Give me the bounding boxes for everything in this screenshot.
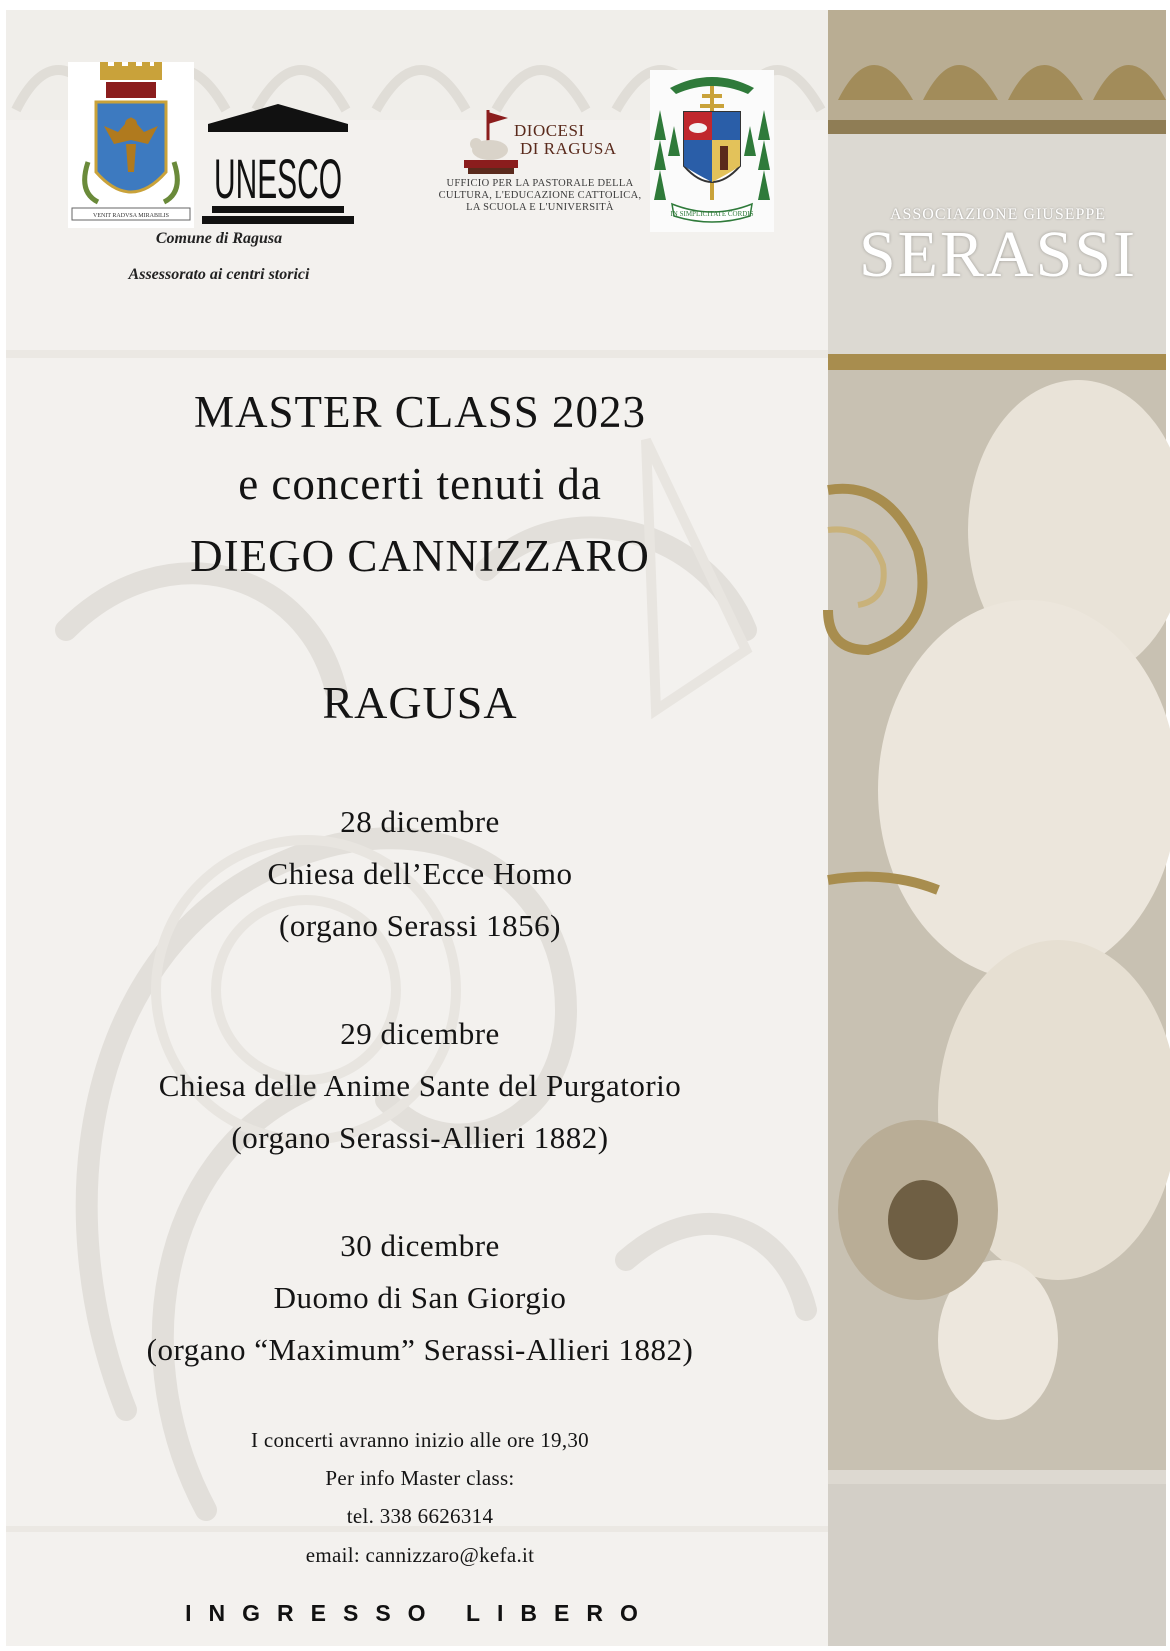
svg-text:VENIT RADVSA MIRABILIS: VENIT RADVSA MIRABILIS [93,213,169,219]
free-entry-notice: INGRESSO LIBERO [185,1600,655,1626]
info-label: Per info Master class: [325,1466,515,1490]
ragusa-coat-of-arms [68,62,194,228]
city-name: RAGUSA [322,677,518,728]
event-3-organ: (organo “Maximum” Serassi-Allieri 1882) [146,1332,694,1367]
unesco-logo [196,102,360,232]
bishop-coat-of-arms [650,70,774,232]
concerts-subtitle: e concerti tenuti da [238,459,602,509]
association-name: SERASSI [858,218,1138,291]
diocesi-sub-line1: UFFICIO PER LA PASTORALE DELLA [446,178,634,189]
master-class-title: MASTER CLASS 2023 [193,387,647,437]
diocesi-sub-line2: CULTURA, L'EDUCAZIONE CATTOLICA, [438,190,642,201]
event-1-place: Chiesa dell’Ecce Homo [267,856,573,891]
bishop-heraldry-icon [650,70,774,232]
association-label: ASSOCIAZIONE GIUSEPPE [889,206,1107,223]
concert-start-time: I concerti avranno inizio alle ore 19,30 [251,1428,589,1452]
poster [6,10,1166,1646]
event-2-place: Chiesa delle Anime Sante del Purgatorio [158,1068,682,1103]
performer-name: DIEGO CANNIZZARO [190,531,650,581]
event-3-place: Duomo di San Giorgio [273,1280,567,1315]
diocesi-title-line1: DIOCESI [514,121,585,140]
bishop-motto: IN SIMPLICITATE CORDIS [670,210,754,218]
contact-phone: tel. 338 6626314 [346,1504,494,1528]
event-2-date: 29 dicembre [340,1016,500,1051]
comune-name: Comune di Ragusa [155,230,283,247]
diocesi-office-caption [426,178,654,214]
event-3-date: 30 dicembre [340,1228,500,1263]
diocesi-title-line2: DI RAGUSA [520,139,617,158]
comune-department: Assessorato ai centri storici [128,266,310,283]
city-coat-of-arms-icon [68,62,194,228]
contact-email: email: cannizzaro@kefa.it [305,1543,535,1567]
event-2-organ: (organo Serassi-Allieri 1882) [231,1120,609,1155]
event-1-organ: (organo Serassi 1856) [279,908,561,943]
diocesi-title [514,122,617,158]
diocesi-sub-line3: LA SCUOLA E L'UNIVERSITÀ [466,202,614,213]
unesco-wordmark: UNESCO [214,147,342,210]
event-1-date: 28 dicembre [340,804,500,839]
